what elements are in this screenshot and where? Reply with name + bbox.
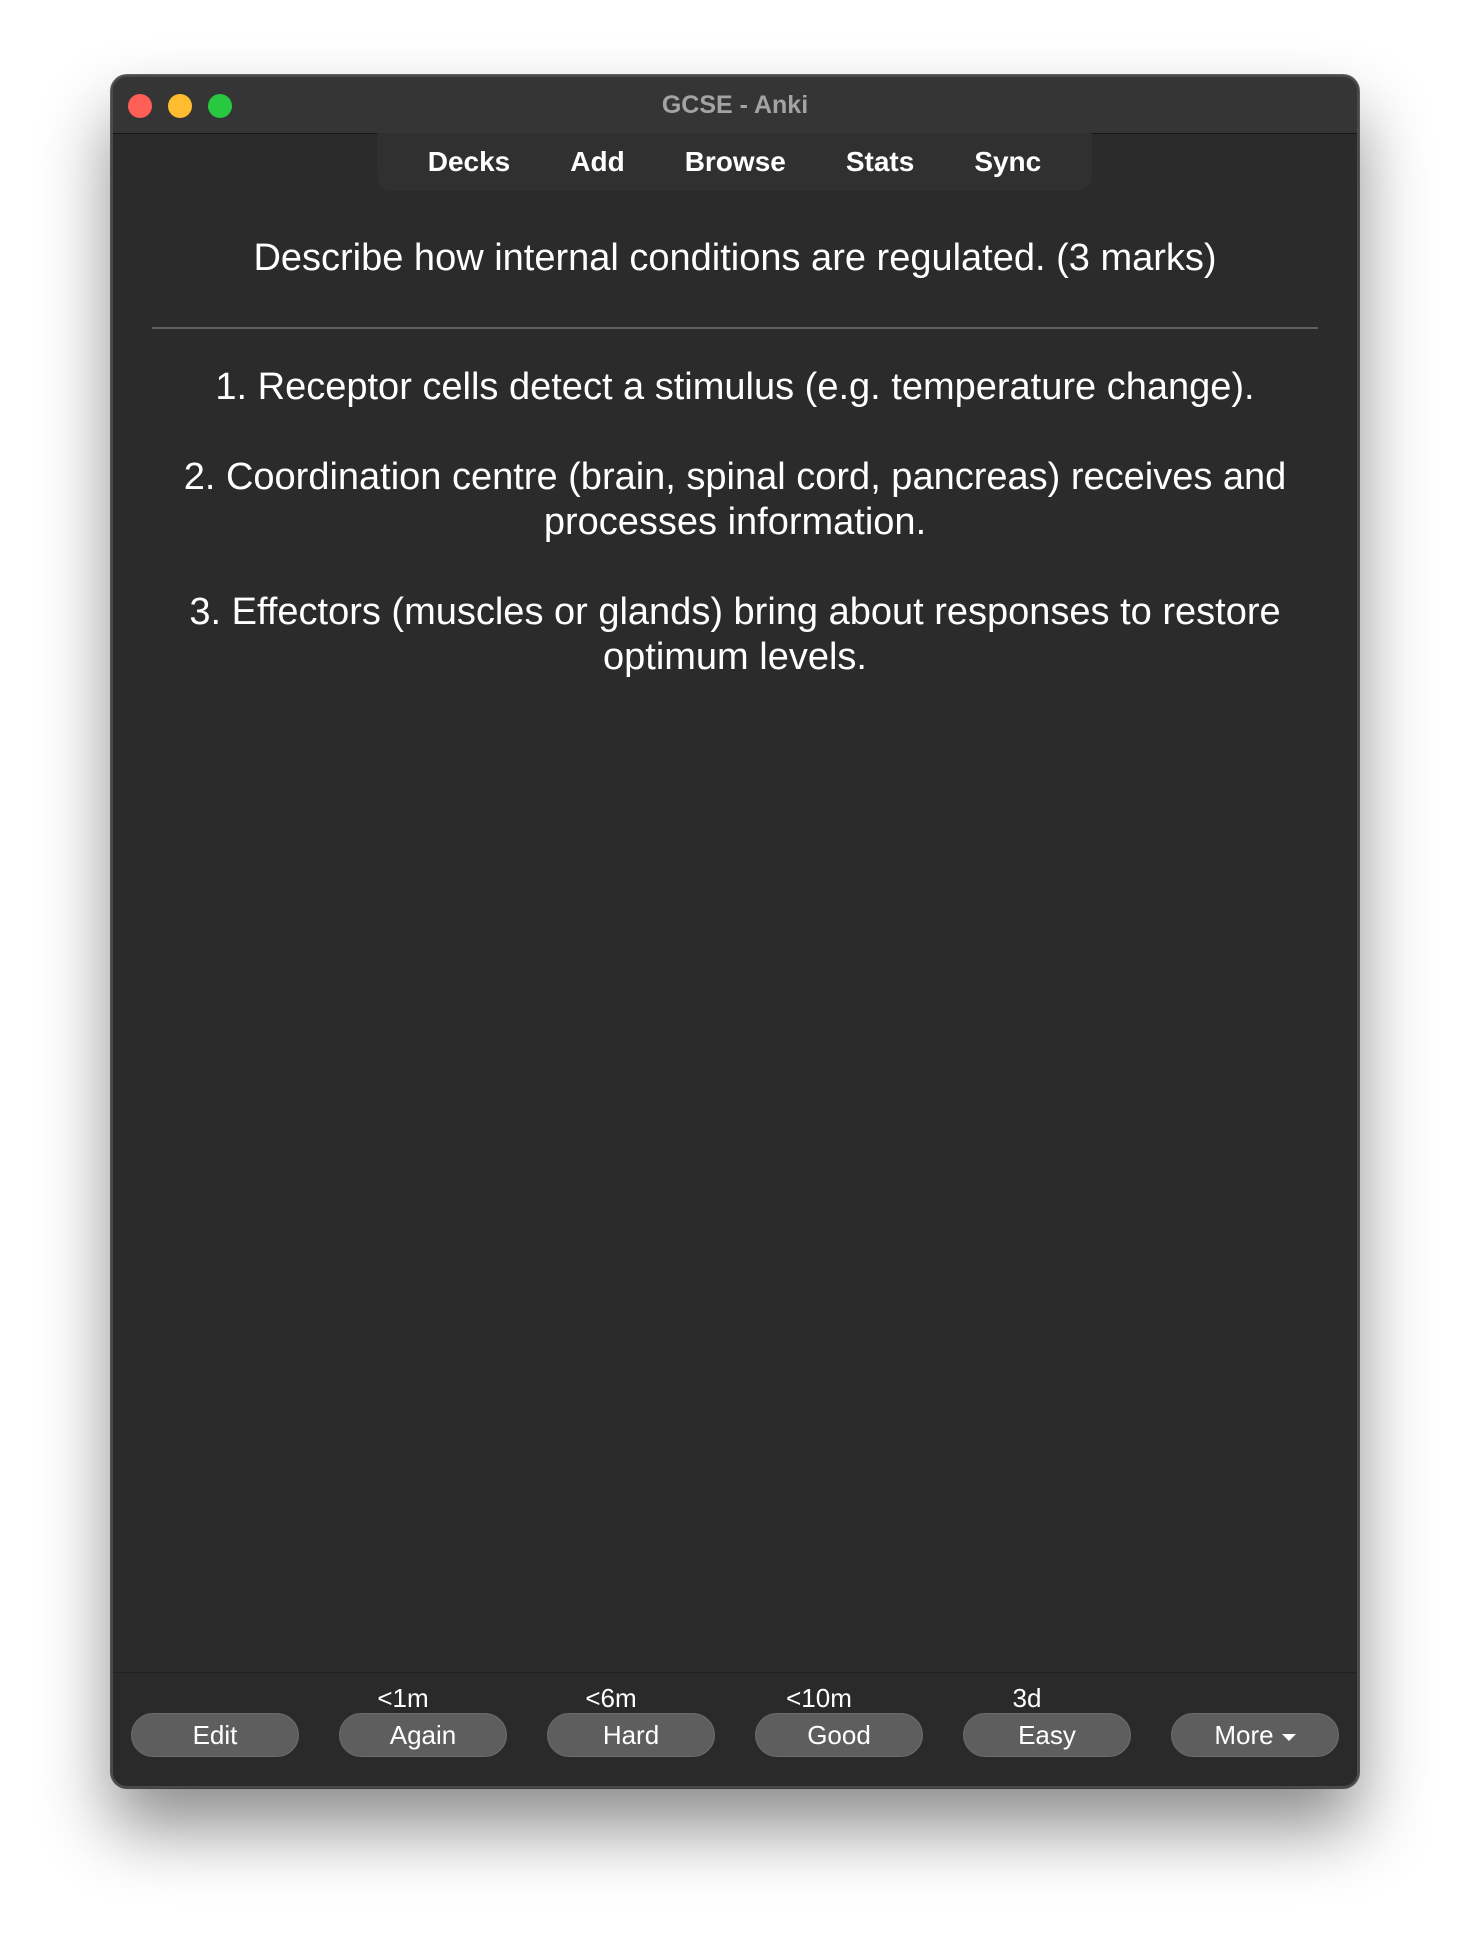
answer-point: 3. Effectors (muscles or glands) bring about responses to restore optimum levels. (189, 591, 1281, 678)
good-button[interactable]: Good (755, 1713, 923, 1757)
easy-button[interactable]: Easy (963, 1713, 1131, 1757)
again-interval: <1m (377, 1683, 429, 1713)
interval-row (113, 1683, 1357, 1713)
answer-point: 2. Coordination centre (brain, spinal cord, pancreas) receives and processes information. (183, 456, 1287, 543)
easy-interval: 3d (1012, 1683, 1042, 1713)
answer-divider (152, 327, 1318, 329)
toolbar-sync[interactable]: Sync (974, 146, 1042, 177)
card-answer (143, 365, 1327, 725)
toolbar-decks[interactable]: Decks (427, 146, 511, 177)
more-button[interactable] (1171, 1713, 1339, 1757)
hard-interval: <6m (585, 1683, 637, 1713)
title-bar[interactable] (113, 77, 1357, 134)
toolbar-browse[interactable]: Browse (684, 146, 786, 177)
anki-window (111, 75, 1359, 1788)
hard-button[interactable]: Hard (547, 1713, 715, 1757)
card-question: Describe how internal conditions are regulated. (3 marks) (253, 237, 1217, 279)
window-title: GCSE - Anki (661, 91, 809, 119)
review-bottom-bar (113, 1672, 1357, 1786)
toolbar-stats[interactable]: Stats (845, 146, 915, 177)
edit-button[interactable]: Edit (131, 1713, 299, 1757)
main-toolbar (377, 133, 1092, 191)
again-button[interactable]: Again (339, 1713, 507, 1757)
good-interval: <10m (786, 1683, 852, 1713)
answer-point: 1. Receptor cells detect a stimulus (e.g. temperature change). (215, 366, 1255, 408)
toolbar-add[interactable]: Add (570, 146, 625, 177)
caret-down-icon (1282, 1734, 1296, 1741)
more-label: More (1214, 1720, 1274, 1750)
